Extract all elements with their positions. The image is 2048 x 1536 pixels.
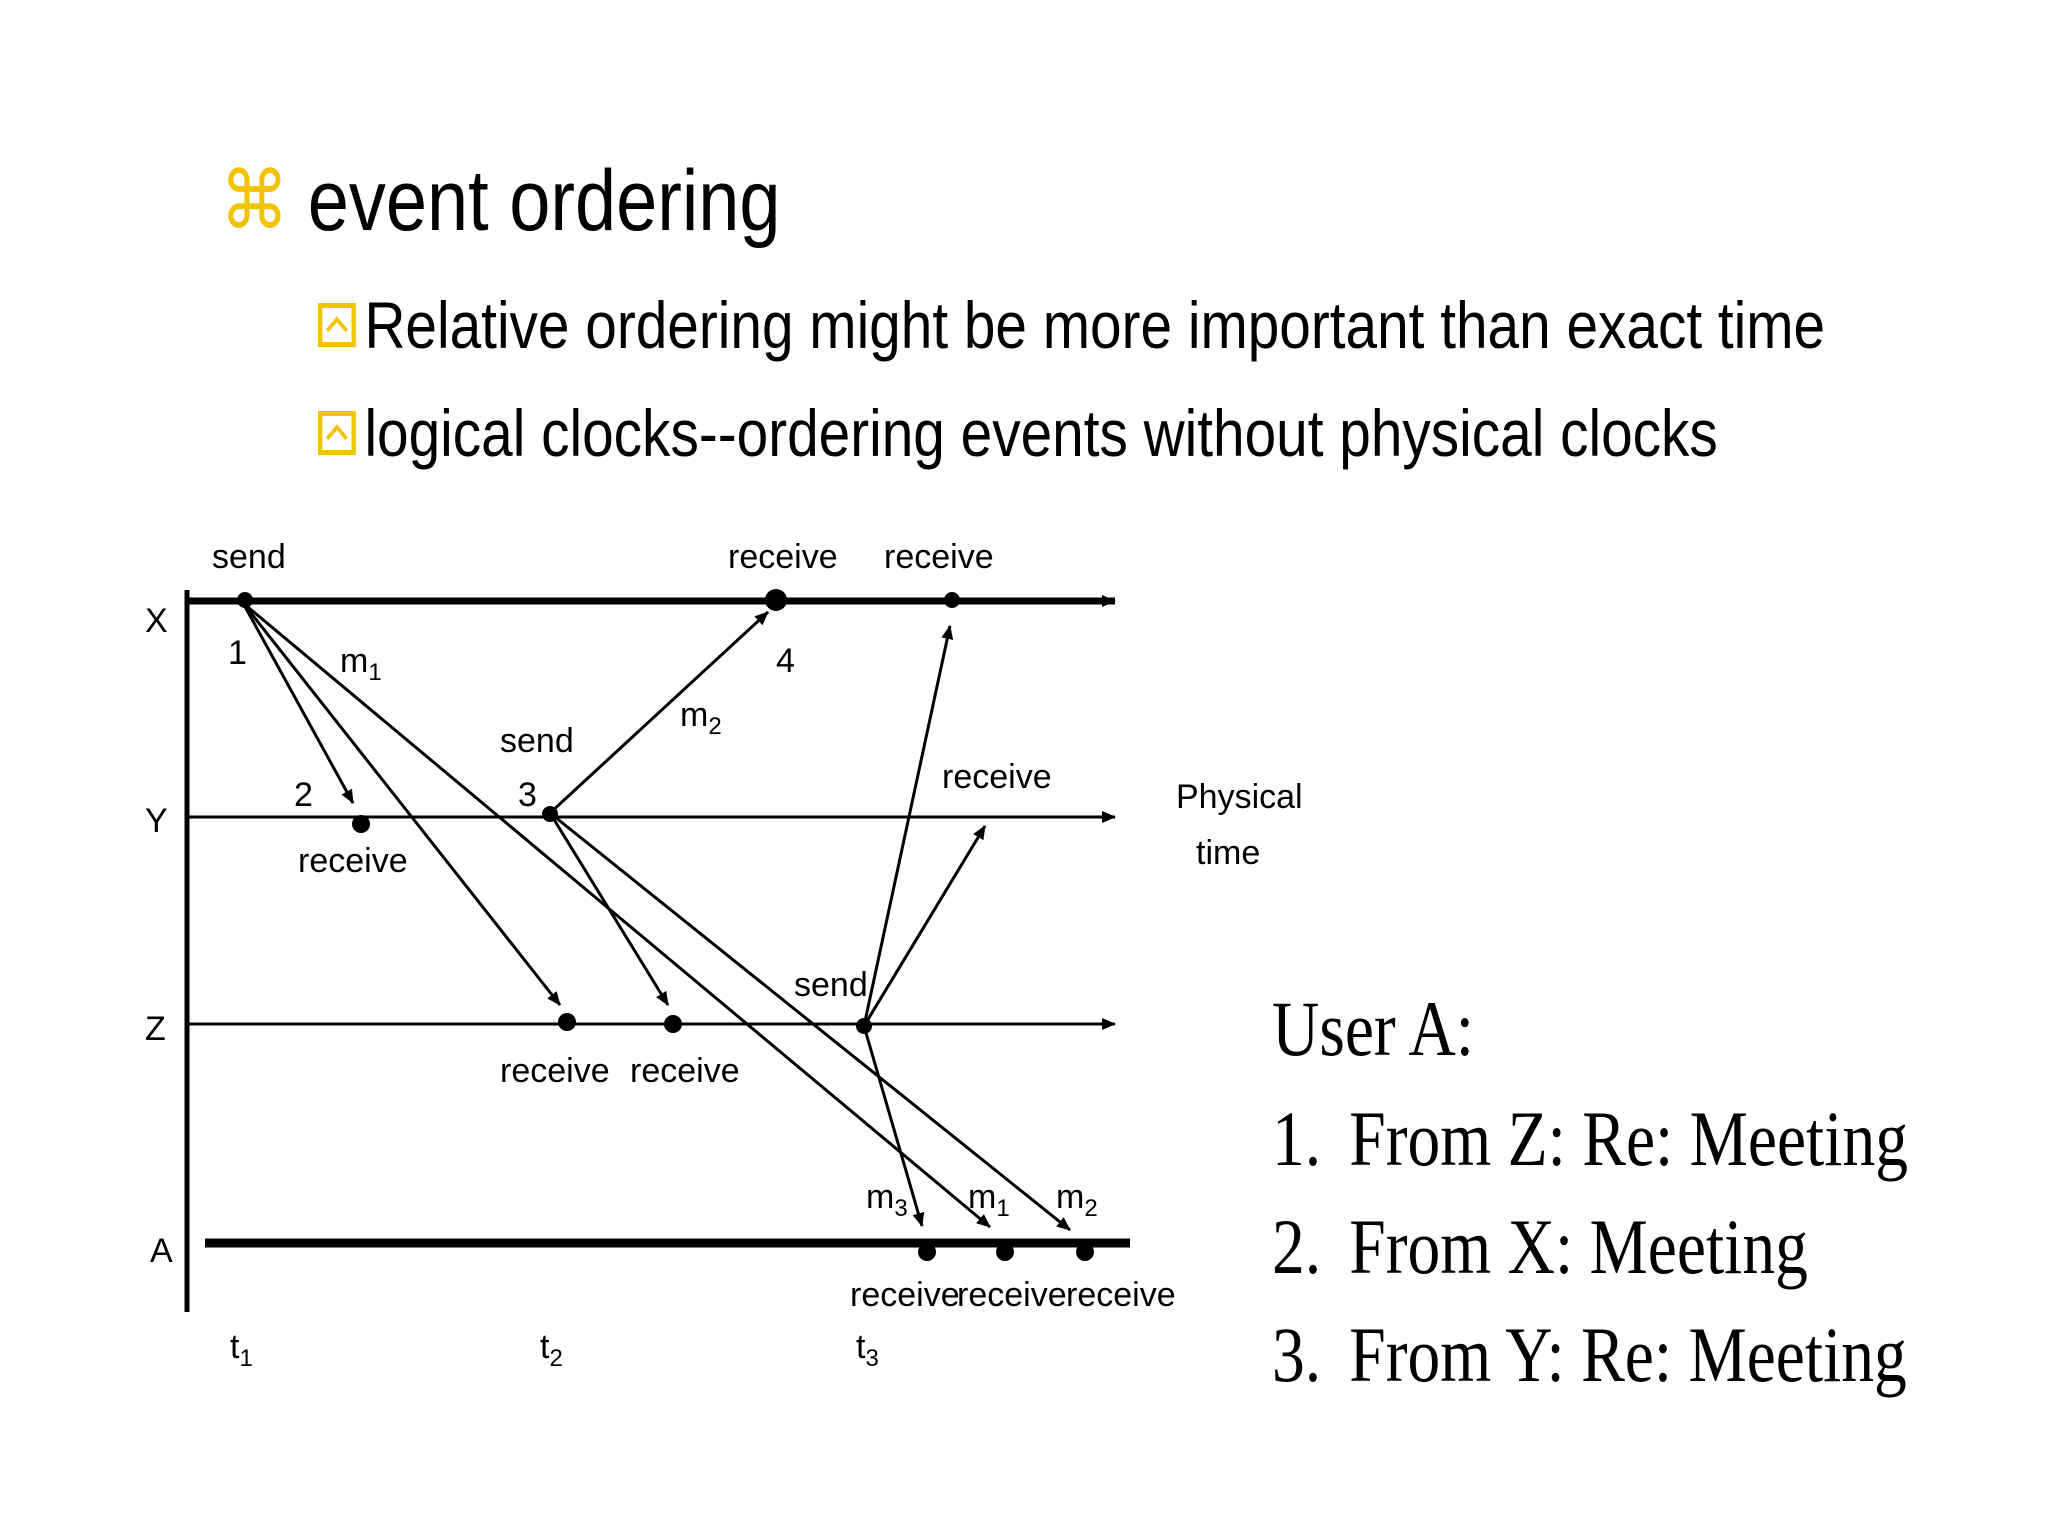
item-number: 2.: [1272, 1203, 1322, 1290]
event-dot-a-receive-m2: [1076, 1243, 1094, 1261]
arrow-m2-y-to-a: [550, 813, 1070, 1230]
item-text: From X: Meeting: [1349, 1203, 1808, 1290]
message-label-m2-top: $m_2$: [680, 696, 722, 740]
event-number-3: 3: [518, 776, 537, 814]
arrow-y-to-z-receive: [550, 813, 668, 1005]
item-text: From Y: Re: Meeting: [1349, 1311, 1907, 1398]
message-label-m2-bottom: $m_2$: [1056, 1178, 1098, 1222]
user-a-item: [1272, 1095, 1908, 1182]
event-dot-x-send: [237, 592, 253, 608]
label-z-send: send: [794, 966, 868, 1004]
arrow-z-to-x: [864, 626, 950, 1026]
event-dot-z-receive-m1: [558, 1013, 576, 1031]
command-symbol-icon: ⌘: [220, 156, 289, 245]
bullet-text: Relative ordering might be more important than exact time: [364, 288, 1826, 362]
time-label-t1: $t_1$: [230, 1328, 253, 1372]
label-x-receive-m2: receive: [728, 538, 838, 576]
event-dot-z-receive-m2: [664, 1015, 682, 1033]
label-y-receive-m1: receive: [298, 842, 408, 880]
label-a-receive-m3: receive: [850, 1276, 960, 1314]
message-label-m1-bottom: $m_1$: [968, 1178, 1010, 1222]
item-text: From Z: Re: Meeting: [1349, 1095, 1908, 1182]
event-number-2: 2: [294, 776, 313, 814]
label-a-receive-m1: receive: [957, 1276, 1067, 1314]
label-z-receive-m1: receive: [500, 1052, 610, 1090]
message-label-m1-top: $m_1$: [340, 642, 382, 686]
event-dot-a-receive-m3: [918, 1243, 936, 1261]
item-number: 1.: [1272, 1095, 1322, 1182]
label-a-receive-m2: receive: [1066, 1276, 1176, 1314]
label-y-receive-m3: receive: [942, 758, 1052, 796]
lane-label-x: X: [145, 602, 168, 640]
label-y-send: send: [500, 722, 574, 760]
label-z-receive-m2: receive: [630, 1052, 740, 1090]
bullet-text: logical clocks--ordering events without physical clocks: [364, 396, 1718, 470]
event-number-1: 1: [228, 634, 247, 672]
event-dot-z-send: [856, 1018, 872, 1034]
axis-label-time: time: [1196, 834, 1261, 872]
event-dot-y-receive: [352, 815, 370, 833]
label-x-send: send: [212, 538, 286, 576]
message-label-m3-bottom: $m_3$: [866, 1178, 908, 1222]
arrow-z-to-y: [864, 826, 985, 1026]
lane-label-y: Y: [145, 802, 168, 840]
event-number-4: 4: [776, 642, 795, 680]
item-number: 3.: [1272, 1311, 1322, 1398]
arrow-m2-y-to-x: [550, 612, 768, 813]
user-a-item: [1272, 1203, 1808, 1290]
user-a-item: [1272, 1311, 1907, 1398]
lane-label-a: A: [150, 1232, 173, 1270]
event-dot-y-send: [542, 806, 558, 822]
event-dot-x-receive-m2: [765, 589, 787, 611]
time-label-t2: $t_2$: [540, 1328, 563, 1372]
arrow-x-to-y-receive: [243, 603, 353, 803]
event-dot-a-receive-m1: [996, 1243, 1014, 1261]
heading-text: event ordering: [307, 153, 781, 249]
arrow-x-to-z-receive: [243, 603, 560, 1005]
time-label-t3: $t_3$: [856, 1328, 879, 1372]
axis-label-physical: Physical: [1176, 778, 1303, 816]
event-dot-x-receive-m3: [944, 592, 960, 608]
lane-label-z: Z: [145, 1010, 166, 1048]
user-a-title: User A:: [1272, 985, 1475, 1072]
arrow-m1-x-to-a: [243, 603, 990, 1227]
label-x-receive-m3: receive: [884, 538, 994, 576]
